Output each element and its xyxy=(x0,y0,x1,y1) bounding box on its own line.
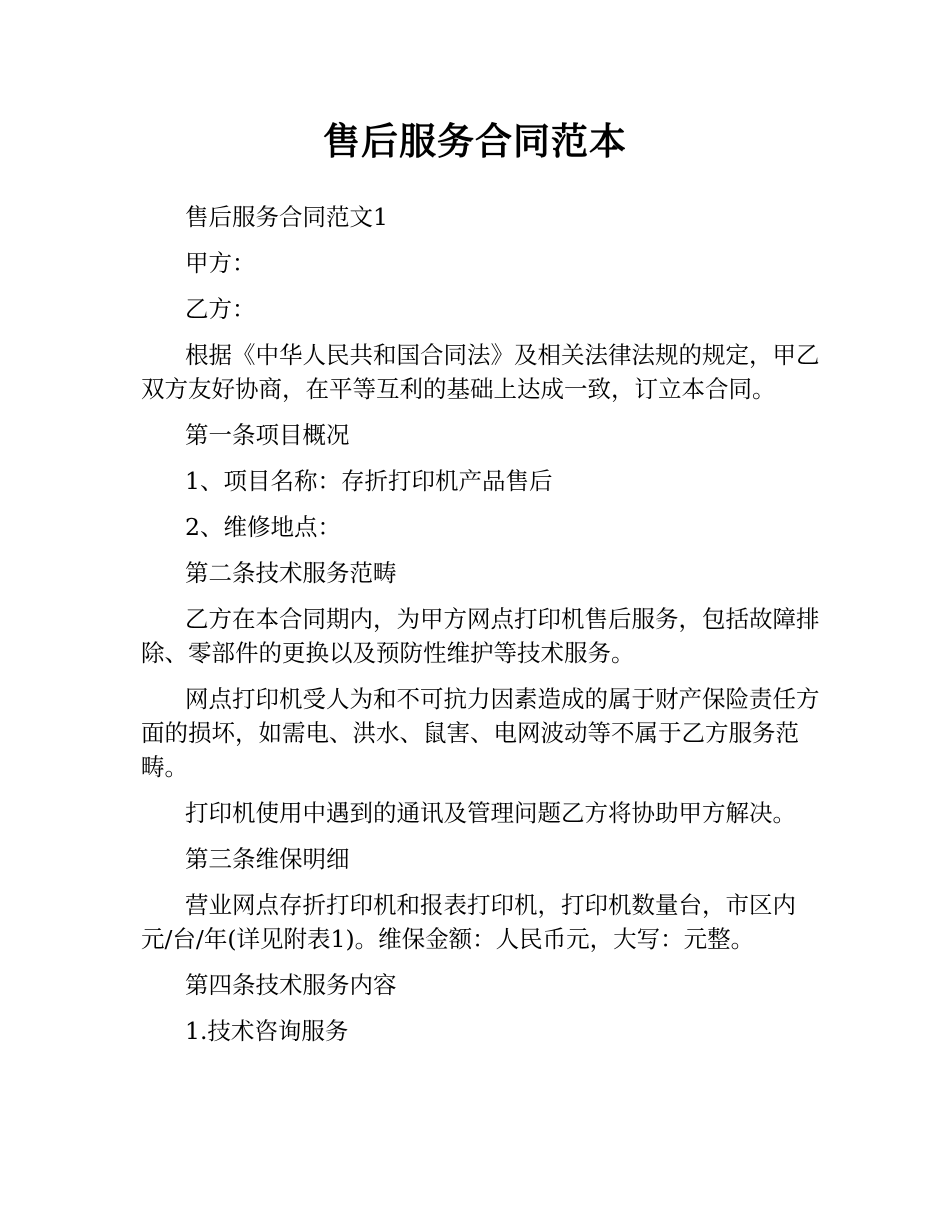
paragraph-repair-location: 2、维修地点： xyxy=(185,513,341,541)
paragraph-maintenance-details: 营业网点存折打印机和报表打印机，打印机数量台，市区内元/台/年(详见附表1)。维保金额：人民币元，大写：元整。 xyxy=(141,891,796,953)
paragraph-preamble: 根据《中华人民共和国合同法》及相关法律法规的规定，甲乙双方友好协商，在平等互利的基础上达成一致，订立本合同。 xyxy=(141,341,820,403)
paragraph-project-name: 1、项目名称：存折打印机产品售后 xyxy=(185,467,553,495)
document-body xyxy=(141,200,821,1060)
document-title: 售后服务合同范本 xyxy=(323,120,627,163)
paragraph-article-1-heading: 第一条项目概况 xyxy=(185,421,350,449)
paragraph-article-4-heading: 第四条技术服务内容 xyxy=(185,971,397,999)
paragraph-assistance: 打印机使用中遇到的通讯及管理问题乙方将协助甲方解决。 xyxy=(185,799,796,827)
paragraph-article-2-heading: 第二条技术服务范畴 xyxy=(185,559,397,587)
paragraph-party-a: 甲方： xyxy=(185,249,256,277)
paragraph-contract-sample-heading: 售后服务合同范文1 xyxy=(185,203,388,231)
paragraph-technical-consulting: 1.技术咨询服务 xyxy=(185,1017,349,1045)
paragraph-article-3-heading: 第三条维保明细 xyxy=(185,845,350,873)
paragraph-party-b: 乙方： xyxy=(185,295,256,323)
paragraph-exclusions: 网点打印机受人为和不可抗力因素造成的属于财产保险责任方面的损坏，如需电、洪水、鼠害、电网波动等不属于乙方服务范畴。 xyxy=(141,685,820,781)
paragraph-service-scope: 乙方在本合同期内，为甲方网点打印机售后服务，包括故障排除、零部件的更换以及预防性维护等技术服务。 xyxy=(141,605,820,667)
